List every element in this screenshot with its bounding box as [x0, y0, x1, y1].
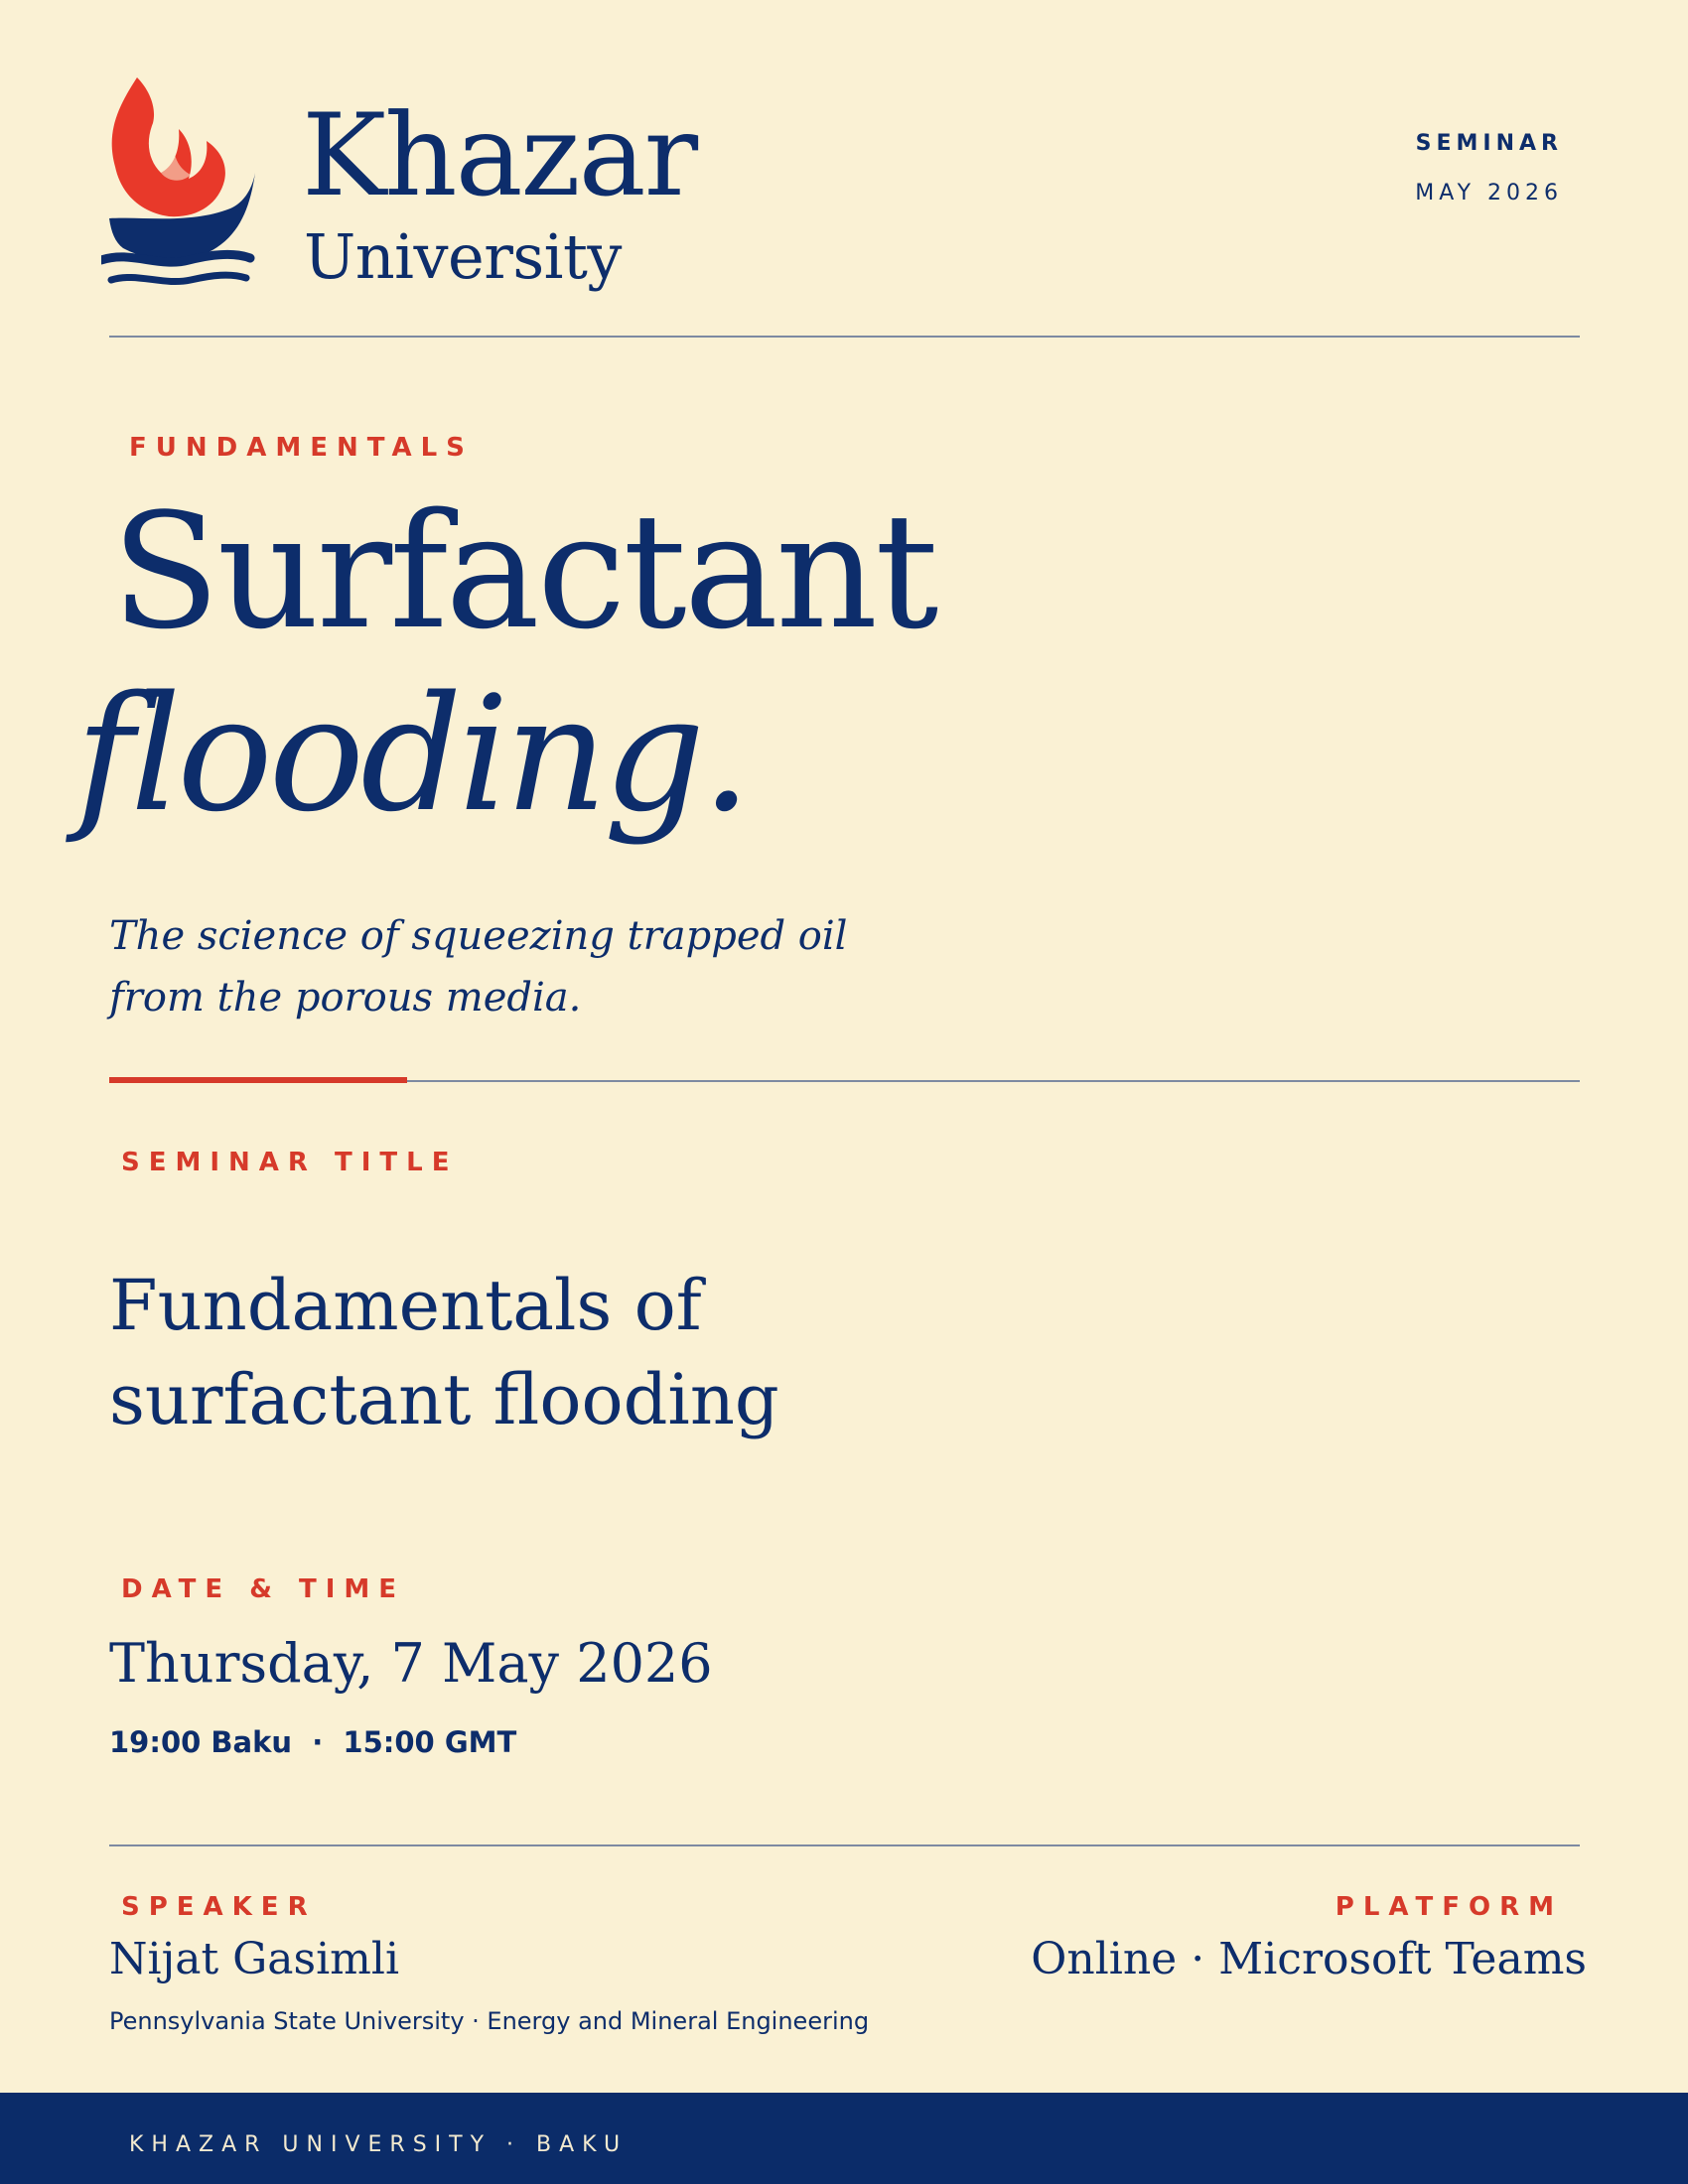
divider-top [109, 336, 1580, 338]
brand-subname: University [304, 220, 622, 293]
flame-boat-waves-icon [101, 77, 260, 292]
platform-value: Online · Microsoft Teams [1031, 1934, 1587, 1984]
datetime-kicker: DATE & TIME [121, 1574, 406, 1604]
event-times: 19:00 Baku · 15:00 GMT [109, 1725, 517, 1759]
event-type-label: SEMINAR [1415, 131, 1563, 156]
speaker-kicker: SPEAKER [121, 1892, 317, 1922]
speaker-affiliation: Pennsylvania State University · Energy and Mineral Engineering [109, 2007, 870, 2035]
accent-divider [109, 1077, 407, 1083]
hero-title-line1: Surfactant [111, 478, 936, 664]
hero-title-line2: flooding. [75, 661, 748, 847]
hero-kicker: FUNDAMENTALS [129, 433, 474, 463]
event-date: Thursday, 7 May 2026 [109, 1632, 713, 1695]
hero-subtitle: The science of squeezing trapped oil from the porous media. [109, 913, 848, 1021]
divider-bottom [109, 1844, 1580, 1846]
event-month-label: MAY 2026 [1415, 181, 1563, 205]
seminar-title: Fundamentals of surfactant flooding [109, 1265, 779, 1440]
speaker-name: Nijat Gasimli [109, 1934, 400, 1984]
footer-text: KHAZAR UNIVERSITY · BAKU [129, 2132, 629, 2157]
seminar-title-kicker: SEMINAR TITLE [121, 1148, 459, 1177]
platform-kicker: PLATFORM [1335, 1892, 1563, 1922]
brand-name: Khazar [302, 89, 697, 221]
